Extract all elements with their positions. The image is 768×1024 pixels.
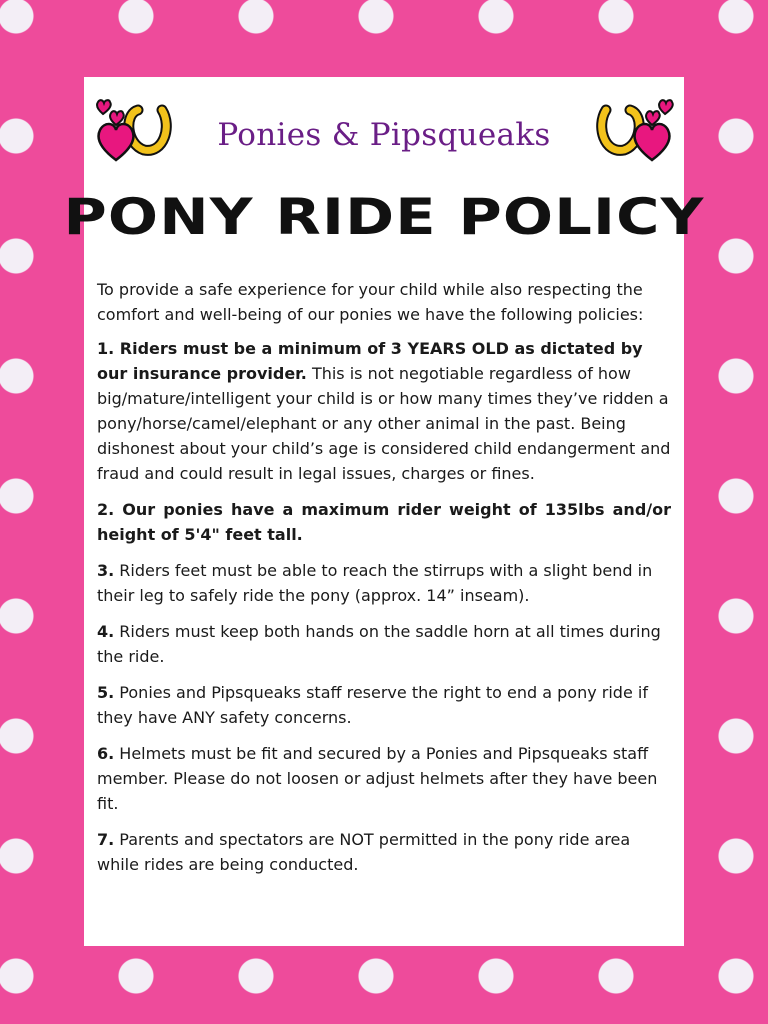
policy-item-7 (97, 827, 671, 877)
policy-item-lead: 4. (97, 622, 115, 641)
policy-item-text: This is not negotiable regardless of how big/mature/intelligent your child is or how many times they’ve ridden a pony/horse/camel/elephant or any other animal in the past. Being dishonest about your child’s age is considered child endangerment and fraud and could result in legal issues, charges or fines. (97, 364, 671, 483)
policy-item-lead: 2. Our ponies have a maximum rider weight of 135lbs and/or height of 5'4" feet tall. (97, 500, 671, 544)
heart-icon (659, 100, 673, 114)
policy-item-text: Ponies and Pipsqueaks staff reserve the right to end a pony ride if they have ANY safety concerns. (97, 683, 648, 727)
hearts-horseshoe-decoration-right (594, 92, 674, 162)
policy-item-4 (97, 619, 671, 669)
policy-item-lead: 6. (97, 744, 115, 763)
policy-item-lead: 1. Riders must be a minimum of 3 YEARS OLD as dictated by our insurance provider. (97, 339, 643, 383)
policy-item-5 (97, 680, 671, 730)
policy-item-lead: 5. (97, 683, 115, 702)
policy-item-lead: 3. (97, 561, 115, 580)
horseshoe-icon (602, 110, 639, 150)
policy-item-text: Parents and spectators are NOT permitted in the pony ride area while rides are being conducted. (97, 830, 631, 874)
policy-item-text: Riders must keep both hands on the saddle horn at all times during the ride. (97, 622, 661, 666)
policy-item-text: Riders feet must be able to reach the stirrups with a slight bend in their leg to safely ride the pony (approx. 14” inseam). (97, 561, 653, 605)
heart-icon (635, 124, 670, 160)
policy-item-text: Helmets must be fit and secured by a Ponies and Pipsqueaks staff member. Please do not loosen or adjust helmets after they have been fit. (97, 744, 658, 813)
header (63, 77, 705, 267)
policy-item-6 (97, 741, 671, 816)
policy-item-lead: 7. (97, 830, 115, 849)
policy-item-2 (97, 497, 671, 547)
intro-text: To provide a safe experience for your child while also respecting the comfort and well-being of our ponies we have the following policies: (97, 280, 644, 324)
heart-icon (97, 100, 111, 114)
policy-item-3 (97, 558, 671, 608)
brand-name: Ponies & Pipsqueaks (217, 117, 551, 153)
policy-card (63, 77, 705, 946)
policy-content (97, 277, 671, 888)
page-title: PONY RIDE POLICY (63, 188, 705, 246)
policy-item-1 (97, 336, 671, 486)
